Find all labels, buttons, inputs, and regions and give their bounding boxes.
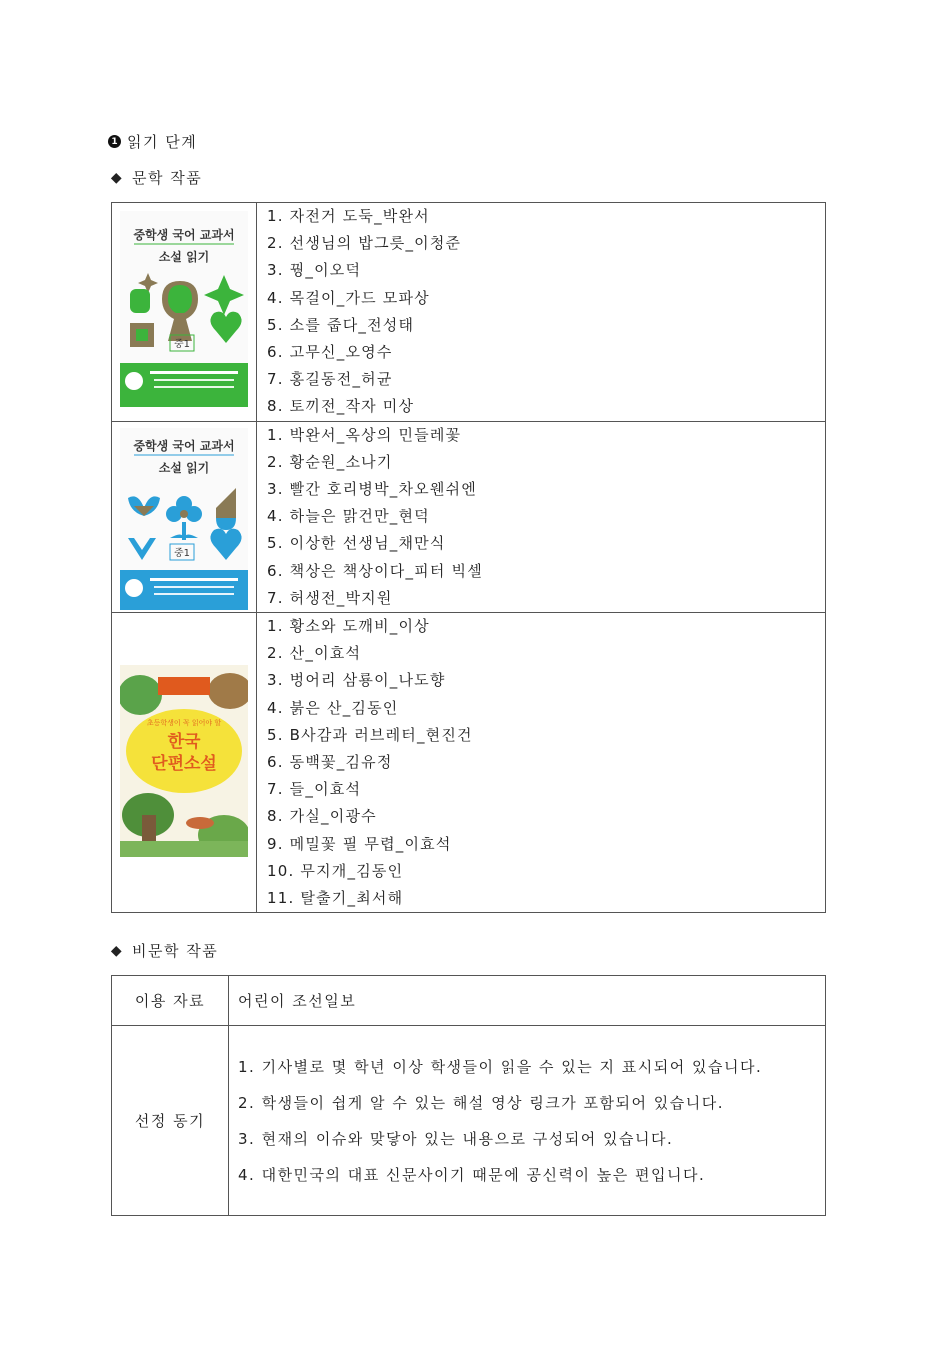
- book-list-3: [257, 613, 825, 912]
- book-list-cell: [257, 203, 826, 422]
- book-cover-1-image: [120, 211, 248, 407]
- list-item: 7. 들_이효석: [267, 780, 362, 799]
- reason-item: 3. 현재의 이슈와 맞닿아 있는 내용으로 구성되어 있습니다.: [238, 1129, 674, 1148]
- book-list-1: [257, 203, 825, 421]
- book-cover-2-image: [120, 428, 248, 610]
- literature-table: [111, 202, 826, 913]
- literature-heading-label: 문학 작품: [132, 169, 203, 187]
- reason-list: [238, 1049, 825, 1193]
- section-title: [108, 131, 197, 152]
- nonliterature-table: [111, 975, 826, 1216]
- book-list-cell: [257, 421, 826, 612]
- book-cover-cell: [112, 203, 257, 422]
- list-item: 10. 무지개_김동인: [267, 861, 404, 880]
- book-list-cell: [257, 613, 826, 913]
- list-item: 6. 동백꽃_김유정: [267, 753, 393, 772]
- book-row: [112, 203, 826, 422]
- book-cover-cell: [112, 421, 257, 612]
- diamond-icon: ◆: [110, 942, 124, 959]
- list-item: 3. 벙어리 삼룡이_나도향: [267, 671, 446, 690]
- section-title-label: 읽기 단계: [127, 133, 198, 151]
- reason-item: 2. 학생들이 쉽게 알 수 있는 해설 영상 링크가 포함되어 있습니다.: [238, 1093, 725, 1112]
- list-item: 6. 고무신_오영수: [267, 343, 393, 362]
- reason-item: 4. 대한민국의 대표 신문사이기 때문에 공신력이 높은 편입니다.: [238, 1165, 706, 1184]
- book-row: [112, 613, 826, 913]
- list-item: 11. 탈출기_최서해: [267, 889, 404, 908]
- literature-heading: [108, 167, 202, 188]
- list-item: 2. 산_이효석: [267, 644, 362, 663]
- list-item: 1. 박완서_옥상의 민들레꽃: [267, 425, 462, 444]
- diamond-icon: ◆: [110, 169, 124, 186]
- book-cover-3-image: [120, 665, 248, 857]
- list-item: 2. 황순원_소나기: [267, 452, 393, 471]
- list-item: 9. 메밀꽃 필 무렵_이효석: [267, 834, 452, 853]
- svg-text:중학생 국어 교과서: 중학생 국어 교과서: [133, 438, 235, 453]
- reason-item: 1. 기사별로 몇 학년 이상 학생들이 읽을 수 있는 지 표시되어 있습니다.: [238, 1057, 763, 1076]
- reason-label: 선정 동기: [112, 1026, 229, 1216]
- svg-text:중1: 중1: [173, 339, 191, 350]
- reason-cell: [229, 1026, 826, 1216]
- svg-text:소설 읽기: 소설 읽기: [158, 460, 210, 475]
- svg-text:소설 읽기: 소설 읽기: [158, 250, 210, 264]
- book-list-2: [257, 422, 825, 612]
- list-item: 4. 붉은 산_김동인: [267, 698, 399, 717]
- list-item: 2. 선생님의 밥그릇_이청준: [267, 234, 462, 253]
- book-cover-cell: [112, 613, 257, 913]
- source-label: 이용 자료: [112, 976, 229, 1026]
- book-row: [112, 421, 826, 612]
- circled-number-icon: 1: [108, 135, 121, 148]
- list-item: 1. 황소와 도깨비_이상: [267, 617, 430, 636]
- list-item: 4. 하늘은 맑건만_현덕: [267, 507, 430, 526]
- source-value: 어린이 조선일보: [229, 976, 826, 1026]
- list-item: 4. 목걸이_가드 모파상: [267, 288, 430, 307]
- list-item: 6. 책상은 책상이다_피터 빅셀: [267, 561, 483, 580]
- list-item: 7. 허생전_박지원: [267, 588, 393, 607]
- nonliterature-heading: [108, 940, 218, 961]
- svg-text:단편소설: 단편소설: [151, 754, 217, 775]
- list-item: 8. 토끼전_작자 미상: [267, 397, 415, 416]
- list-item: 1. 자전거 도둑_박완서: [267, 207, 430, 225]
- list-item: 5. B사감과 러브레터_현진건: [267, 725, 473, 744]
- list-item: 7. 홍길동전_허균: [267, 370, 393, 389]
- list-item: 3. 꿩_이오덕: [267, 261, 362, 280]
- table-row: [112, 976, 826, 1026]
- table-row: [112, 1026, 826, 1216]
- svg-text:중학생 국어 교과서: 중학생 국어 교과서: [133, 228, 235, 242]
- list-item: 5. 소를 줍다_전성태: [267, 315, 415, 334]
- list-item: 3. 빨간 호리병박_차오웬쉬엔: [267, 480, 477, 499]
- nonliterature-heading-label: 비문학 작품: [132, 942, 219, 960]
- svg-text:한국: 한국: [167, 732, 201, 753]
- list-item: 5. 이상한 선생님_채만식: [267, 534, 446, 553]
- svg-text:중1: 중1: [173, 547, 191, 559]
- svg-text:초등학생이 꼭 읽어야 할: 초등학생이 꼭 읽어야 할: [146, 719, 222, 728]
- list-item: 8. 가실_이광수: [267, 807, 377, 826]
